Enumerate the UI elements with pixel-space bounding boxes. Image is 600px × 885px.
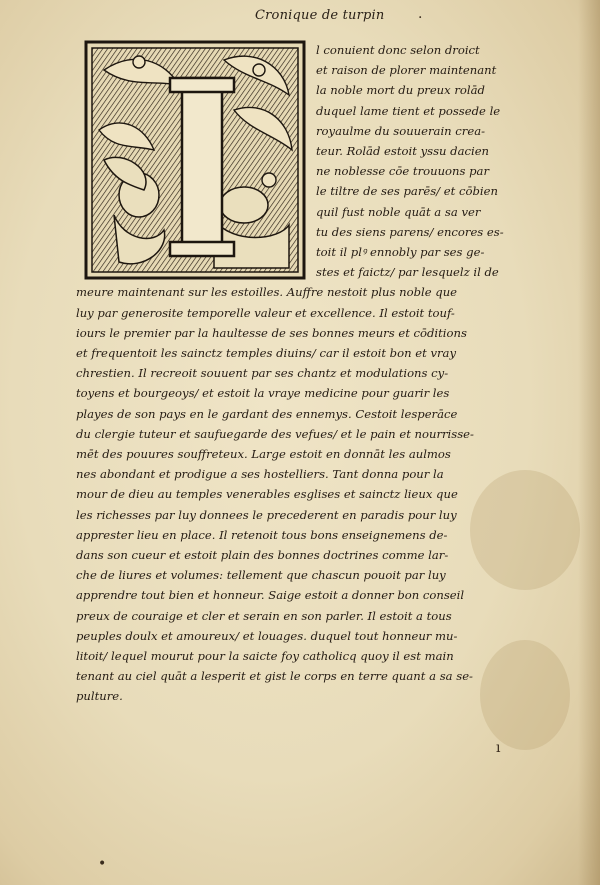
text-line: luy par generosite temporelle valeur et excellence. Il estoit touf- xyxy=(76,305,455,320)
text-line: et frequentoit les sainctz temples diuins/ car il estoit bon et vray xyxy=(76,346,456,360)
text-line: chrestien. Il recreoit souuent par ses chantz et modulations cy- xyxy=(76,366,449,381)
text-line: stes et faictz/ par lesquelz il de xyxy=(316,265,499,280)
text-line: toit il plꝰ ennobly par ses ge- xyxy=(316,245,485,259)
text-line: teur. Rolād estoit yssu dacien xyxy=(316,144,490,158)
text-line: iours le premier par la haultesse de ses bonnes meurs et cōditions xyxy=(76,325,467,340)
text-line: meure maintenant sur les estoilles. Auffre nestoit plus noble que xyxy=(76,285,458,300)
text-line: playes de son pays en le gardant des ennemys. Cestoit lesperāce xyxy=(76,406,458,421)
text-line: l conuient donc selon droict xyxy=(316,43,480,57)
text-line: tu des siens parens/ encores es- xyxy=(316,224,504,239)
text-line: apprester lieu en place. Il retenoit tous bons enseignemens de- xyxy=(76,527,448,542)
text-line: dans son cueur et estoit plain des bonnes doctrines comme lar- xyxy=(76,548,449,562)
text-line: litoit/ lequel mourut pour la saicte foy catholicq quoy il est main xyxy=(76,649,454,663)
text-line: toyens et bourgeoys/ et estoit la vraye medicine pour guarir les xyxy=(76,386,450,401)
text-line: du clergie tuteur et saufuegarde des vefues/ et le pain et nourrisse- xyxy=(76,426,474,441)
text-line: che de liures et volumes: tellement que chascun pouoit par luy xyxy=(76,568,446,583)
text-line: tenant au ciel quāt a lesperit et gist le corps en terre quant a sa se- xyxy=(76,669,473,684)
text-line: mour de dieu au temples venerables esglises et sainctz lieux que xyxy=(76,487,458,502)
running-head: Cronique de turpin xyxy=(255,8,385,23)
margin-mark: ı xyxy=(496,740,501,756)
text-line: peuples doulx et amoureux/ et louages. duquel tout honneur mu- xyxy=(76,628,458,643)
text-line: le tiltre de ses parēs/ et cōbien xyxy=(316,184,498,199)
printer-mark: · xyxy=(418,10,423,26)
text-line: nes abondant et prodigue a ses hostelliers. Tant donna pour la xyxy=(76,467,444,482)
text-line: quil fust noble quāt a sa ver xyxy=(316,204,481,219)
text-line: mēt des pouures souffreteux. Large estoit en donnāt les aulmos xyxy=(76,447,451,461)
text-line: preux de couraige et cler et serain en son parler. Il estoit a tous xyxy=(76,608,452,623)
text-line: royaulme du souuerain crea- xyxy=(316,123,486,138)
text-line: les richesses par luy donnees le precederent en paradis pour luy xyxy=(76,507,457,522)
text-line: la noble mort du preux rolād xyxy=(316,83,485,98)
text-line: ne noblesse cōe trouuons par xyxy=(316,164,489,179)
text-line: pulture. xyxy=(76,689,123,704)
bottom-mark: • xyxy=(98,856,107,872)
text-line: duquel lame tient et possede le xyxy=(316,103,501,118)
text-line: apprendre tout bien et honneur. Saige estoit a donner bon conseil xyxy=(76,588,465,603)
text-line: et raison de plorer maintenant xyxy=(316,63,497,78)
